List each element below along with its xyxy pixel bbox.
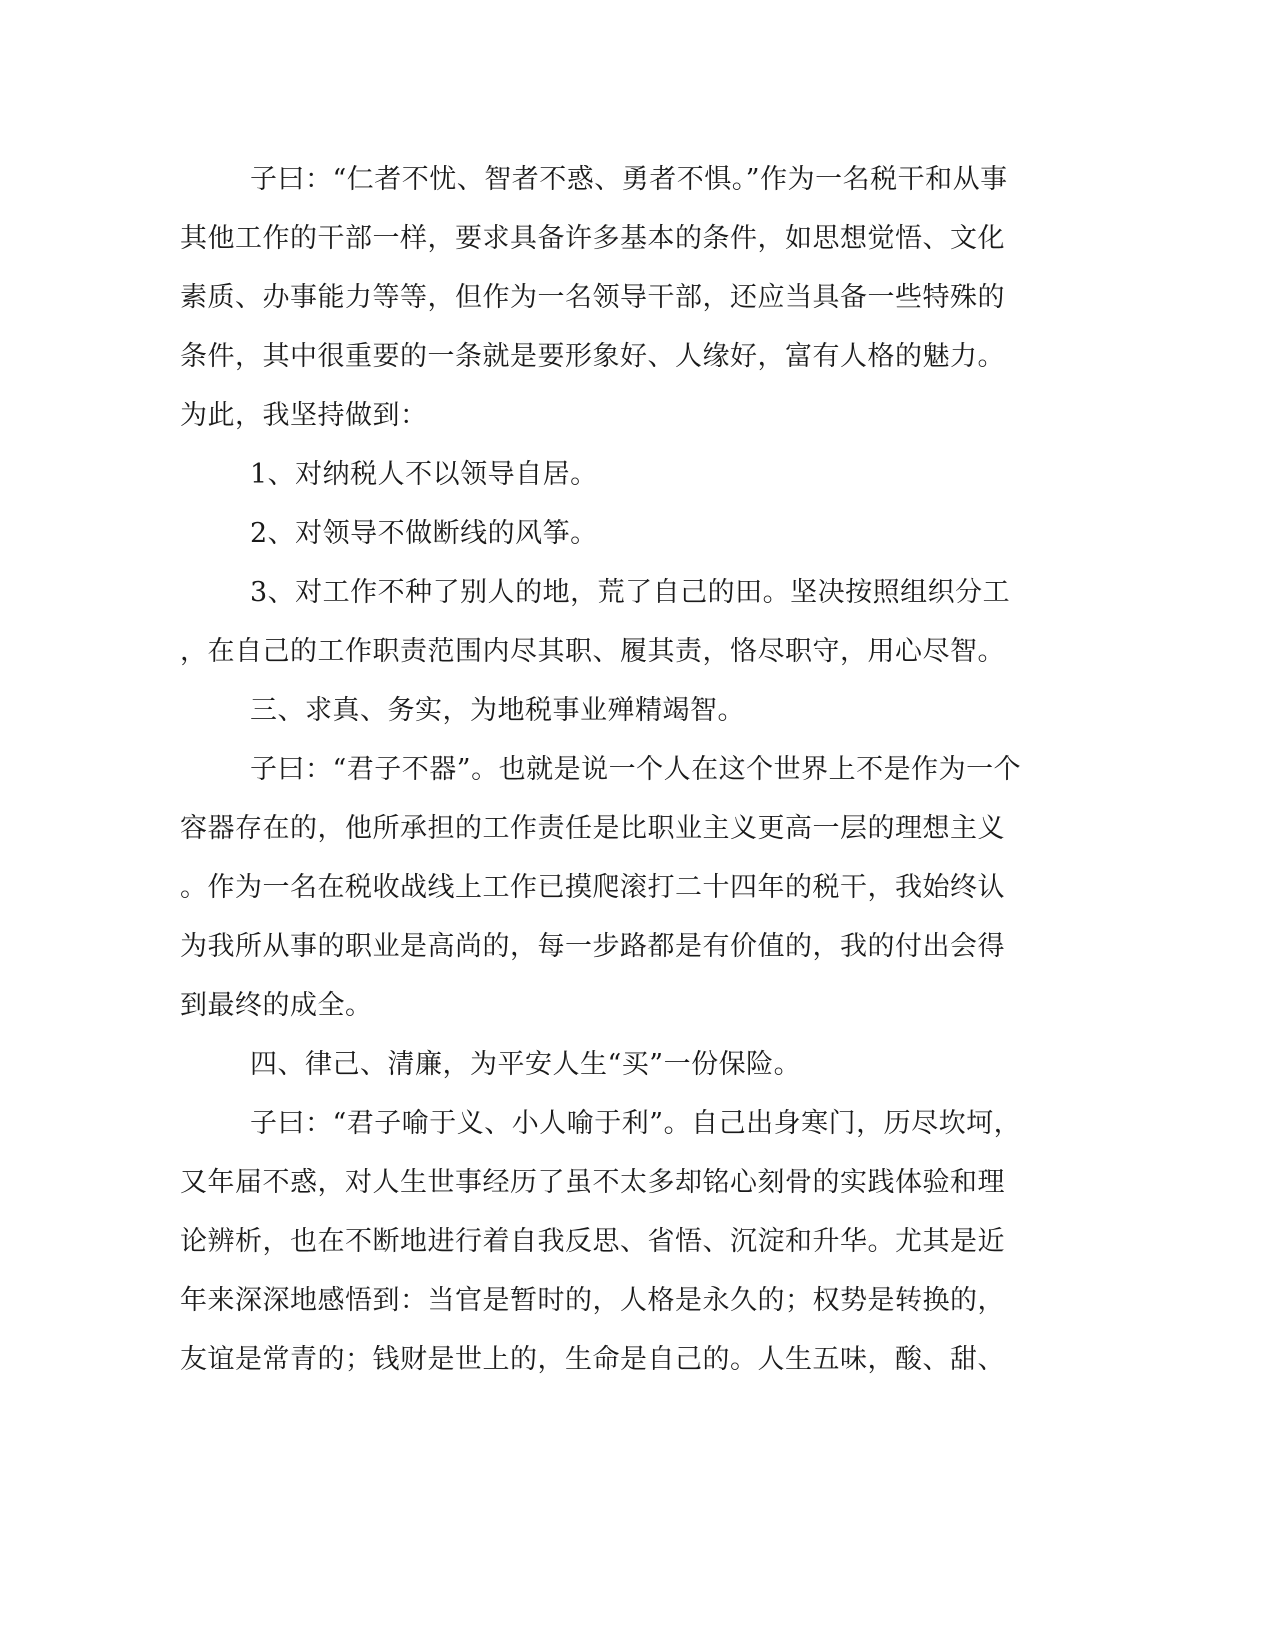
text-line: 容器存在的，他所承担的工作责任是比职业主义更高一层的理想主义 [180, 813, 1005, 844]
list-item: 2、对领导不做断线的风筝。 [250, 518, 598, 549]
text-line: 其他工作的干部一样，要求具备许多基本的条件，如思想觉悟、文化 [180, 223, 1005, 254]
text-line: 为此，我坚持做到： [180, 400, 428, 431]
text-line: 子曰：“仁者不忧、智者不惑、勇者不惧。”作为一名税干和从事 [250, 164, 1008, 195]
text-line: 论辨析，也在不断地进行着自我反思、省悟、沉淀和升华。尤其是近 [180, 1226, 1005, 1257]
text-line: 子曰：“君子喻于义、小人喻于利”。自己出身寒门，历尽坎坷， [250, 1108, 1022, 1139]
text-line: 友谊是常青的；钱财是世上的，生命是自己的。人生五味，酸、甜、 [180, 1344, 1005, 1375]
list-item: 3、对工作不种了别人的地，荒了自己的田。坚决按照组织分工 [250, 577, 1011, 608]
section-heading: 四、律己、清廉，为平安人生“买”一份保险。 [250, 1049, 802, 1080]
text-line: 到最终的成全。 [180, 990, 373, 1021]
text-line: 子曰：“君子不器”。也就是说一个人在这个世界上不是作为一个 [250, 754, 1022, 785]
text-line: 条件，其中很重要的一条就是要形象好、人缘好，富有人格的魅力。 [180, 341, 1005, 372]
text-line: 年来深深地感悟到：当官是暂时的，人格是永久的；权势是转换的， [180, 1285, 1005, 1316]
section-heading: 三、求真、务实，为地税事业殚精竭智。 [250, 695, 745, 726]
list-item: 1、对纳税人不以领导自居。 [250, 459, 598, 490]
text-line: ，在自己的工作职责范围内尽其职、履其责，恪尽职守，用心尽智。 [180, 636, 1005, 667]
text-line: 又年届不惑，对人生世事经历了虽不太多却铭心刻骨的实践体验和理 [180, 1167, 1005, 1198]
text-line: 素质、办事能力等等，但作为一名领导干部，还应当具备一些特殊的 [180, 282, 1005, 313]
text-line: 。作为一名在税收战线上工作已摸爬滚打二十四年的税干，我始终认 [180, 872, 1005, 903]
text-line: 为我所从事的职业是高尚的，每一步路都是有价值的，我的付出会得 [180, 931, 1005, 962]
